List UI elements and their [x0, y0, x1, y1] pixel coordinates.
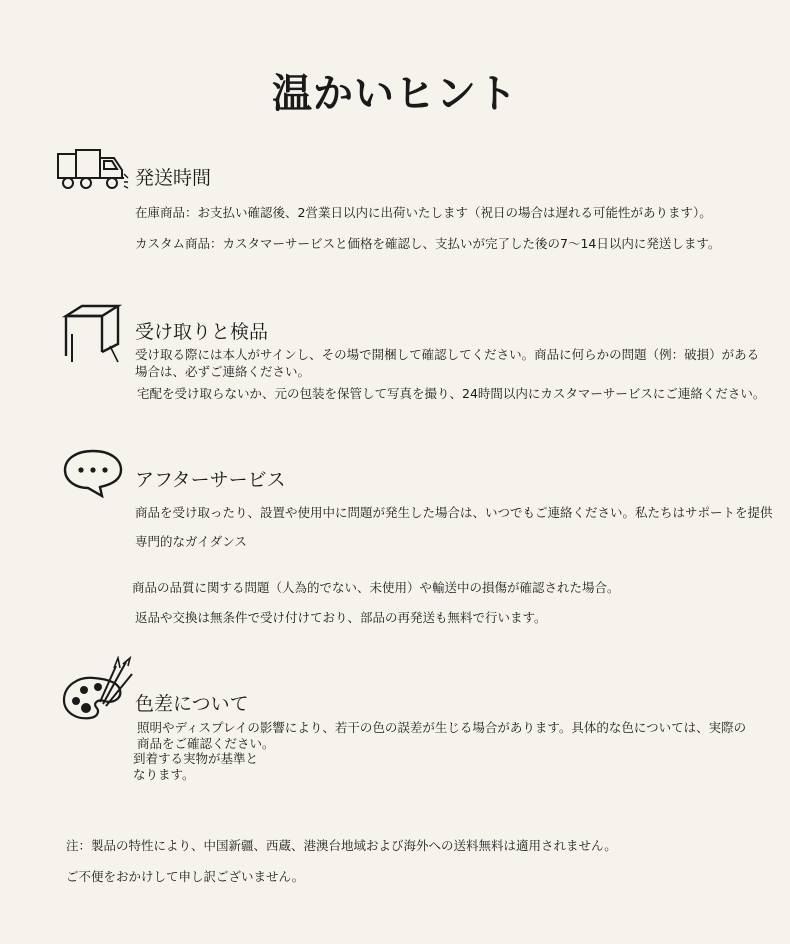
- box-icon: [62, 302, 122, 368]
- page-title: 温かいヒント: [272, 71, 518, 117]
- paint-palette-icon: [60, 656, 138, 724]
- color-difference-text-line: 到着する実物が基準と: [133, 751, 259, 766]
- color-difference-text-line: なります。: [133, 767, 195, 782]
- color-difference-text-line: 商品をご確認ください。: [137, 736, 275, 751]
- truck-icon: [56, 148, 130, 192]
- color-difference-text-line: 照明やディスプレイの影響により、若干の色の誤差が生じる場合があります。具体的な色については、実際の: [137, 720, 747, 735]
- shipping-text-line: カスタム商品：カスタマーサービスと価格を確認し、支払いが完了した後の7〜14日以内に発送します。: [135, 236, 721, 251]
- apology-note: ご不便をおかけして申し訳ございません。: [66, 869, 305, 884]
- receipt-text-line: 宅配を受け取らないか、元の包装を保管して写真を撮り、24時間以内にカスタマーサービスにご連絡ください。: [137, 386, 766, 401]
- after-service-text-line: 商品を受け取ったり、設置や使用中に問題が発生した場合は、いつでもご連絡ください。私たちはサポートを提供: [135, 505, 773, 520]
- after-service-text-line: 専門的なガイダンス: [135, 534, 247, 549]
- after-service-text-line: 返品や交換は無条件で受け付けており、部品の再発送も無料で行います。: [135, 610, 547, 625]
- section-heading-color-difference: 色差について: [135, 693, 249, 715]
- chat-bubble-icon: [62, 448, 124, 498]
- receipt-text-line: 受け取る際には本人がサインし、その場で開梱して確認してください。商品に何らかの問題（例：破損）がある: [135, 347, 760, 362]
- shipping-note: 注：製品の特性により、中国新疆、西蔵、港澳台地域および海外への送料無料は適用されません。: [66, 838, 617, 853]
- receipt-text-line: 場合は、必ずご連絡ください。: [135, 364, 311, 379]
- section-heading-shipping: 発送時間: [135, 167, 212, 189]
- section-heading-receipt: 受け取りと検品: [135, 321, 269, 343]
- after-service-text-line: 商品の品質に関する問題（人為的でない、未使用）や輸送中の損傷が確認された場合。: [132, 580, 620, 595]
- shipping-text-line: 在庫商品：お支払い確認後、2営業日以内に出荷いたします（祝日の場合は遅れる可能性があります）。: [135, 205, 712, 220]
- section-heading-after-service: アフターサービス: [135, 469, 286, 491]
